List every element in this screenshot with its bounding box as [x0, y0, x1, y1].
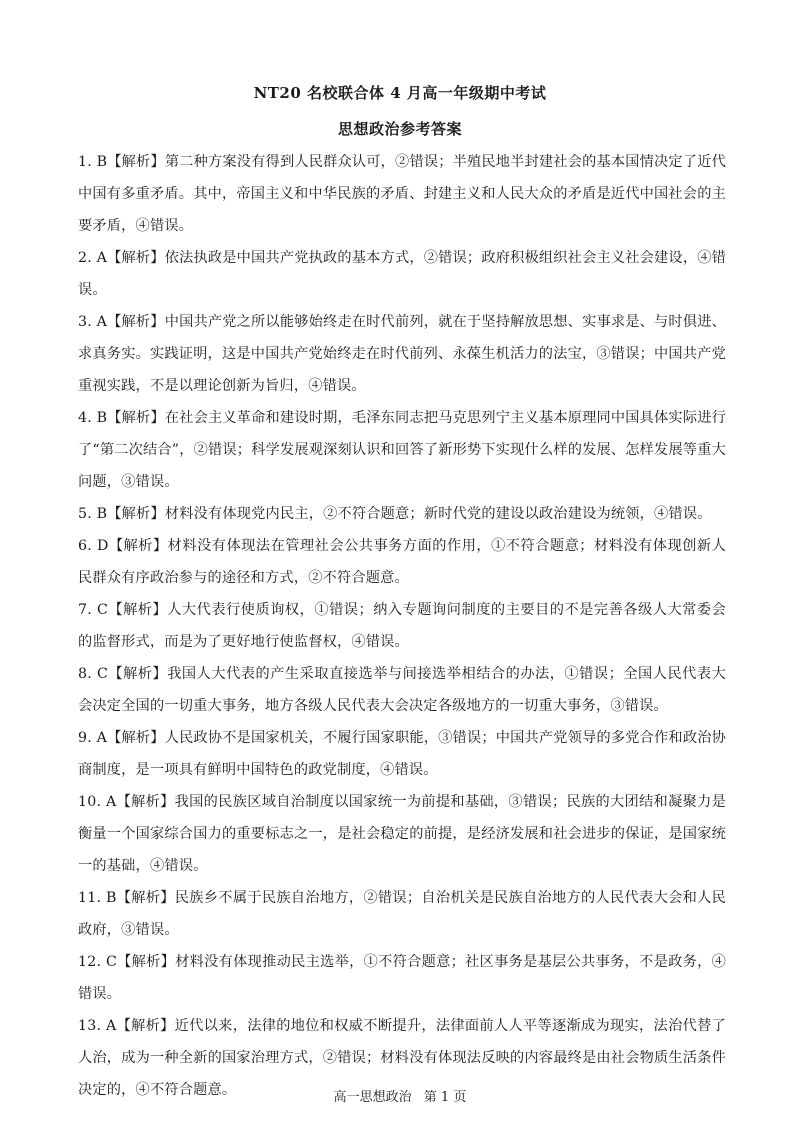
- analysis-tag: 【解析】: [107, 314, 165, 330]
- analysis-tag: 【解析】: [108, 538, 168, 554]
- answer-number: 12. C: [78, 954, 118, 970]
- answer-item-7: [78, 594, 726, 658]
- analysis-text: 人大代表行使质询权，①错误；纳入专题询问制度的主要目的不是完善各级人大常委会的监督形式，而是为了更好地行使监督权，④错误。: [78, 602, 726, 650]
- answer-item-10: [78, 786, 726, 882]
- answer-item-9: [78, 722, 726, 786]
- page-footer: [0, 1086, 800, 1105]
- answer-number: 11. B: [78, 890, 117, 906]
- analysis-tag: 【解析】: [117, 954, 176, 970]
- analysis-text: 近代以来，法律的地位和权威不断提升，法律面前人人平等逐渐成为现实，法治代替了人治，成为一种全新的国家治理方式，②错误；材料没有体现法反映的内容最终是由社会物质生活条件决定的，④不符合题意。: [78, 1018, 726, 1098]
- answer-item-1: [78, 146, 726, 242]
- analysis-tag: 【解析】: [107, 730, 165, 746]
- analysis-tag: 【解析】: [107, 410, 165, 426]
- answer-number: 2. A: [78, 250, 108, 266]
- answer-number: 9. A: [78, 730, 108, 746]
- analysis-tag: 【解析】: [116, 1018, 175, 1034]
- footer-subject: 高一思想政治: [333, 1090, 412, 1105]
- exam-title: NT20 名校联合体 4 月高一年级期中考试: [253, 84, 547, 102]
- answer-item-3: [78, 306, 726, 402]
- analysis-text: 我国的民族区域自治制度以国家统一为前提和基础，③错误；民族的大团结和凝聚力是衡量一个国家综合国力的重要标志之一，是社会稳定的前提，是经济发展和社会进步的保证，是国家统一的基础，④错误。: [78, 794, 726, 874]
- answer-number: 13. A: [78, 1018, 117, 1034]
- analysis-tag: 【解析】: [116, 890, 175, 906]
- analysis-text: 在社会主义革命和建设时期，毛泽东同志把马克思列宁主义基本原理同中国具体实际进行了“第二次结合”，②错误；科学发展观深刻认识和回答了新形势下实现什么样的发展、怎样发展等重大问题，③错误。: [78, 410, 726, 490]
- analysis-tag: 【解析】: [107, 154, 165, 170]
- analysis-text: 依法执政是中国共产党执政的基本方式，②错误；政府积极组织社会主义社会建设，④错误。: [78, 250, 726, 298]
- analysis-tag: 【解析】: [107, 250, 165, 266]
- analysis-tag: 【解析】: [107, 506, 165, 522]
- footer-page-number: 第 1 页: [423, 1090, 467, 1105]
- analysis-text: 人民政协不是国家机关，不履行国家职能，③错误；中国共产党领导的多党合作和政治协商制度，是一项具有鲜明中国特色的政党制度，④错误。: [78, 730, 726, 778]
- answer-key-subtitle: 思想政治参考答案: [337, 120, 462, 138]
- analysis-text: 民族乡不属于民族自治地方，②错误；自治机关是民族自治地方的人民代表大会和人民政府，③错误。: [78, 890, 726, 938]
- analysis-text: 第二种方案没有得到人民群众认可，②错误；半殖民地半封建社会的基本国情决定了近代中国有多重矛盾。其中，帝国主义和中华民族的矛盾、封建主义和人民大众的矛盾是近代中国社会的主要矛盾，④错误。: [78, 154, 726, 234]
- answer-item-6: [78, 530, 726, 594]
- analysis-tag: 【解析】: [108, 666, 168, 682]
- analysis-text: 材料没有体现推动民主选举，①不符合题意；社区事务是基层公共事务，不是政务，④错误。: [78, 954, 726, 1002]
- answer-item-8: [78, 658, 726, 722]
- analysis-text: 材料没有体现法在管理社会公共事务方面的作用，①不符合题意；材料没有体现创新人民群众有序政治参与的途径和方式，②不符合题意。: [78, 538, 726, 586]
- answer-number: 5. B: [78, 506, 108, 522]
- analysis-text: 材料没有体现党内民主，②不符合题意；新时代党的建设以政治建设为统领，④错误。: [164, 506, 712, 522]
- answer-number: 7. C: [78, 602, 109, 618]
- answer-item-4: [78, 402, 726, 498]
- answer-number: 3. A: [78, 314, 108, 330]
- answer-list: [78, 146, 726, 1106]
- answer-number: 8. C: [78, 666, 109, 682]
- answer-item-2: [78, 242, 726, 306]
- analysis-text: 中国共产党之所以能够始终走在时代前列，就在于坚持解放思想、实事求是、与时俱进、求真务实。实践证明，这是中国共产党始终走在时代前列、永葆生机活力的法宝，③错误；中国共产党重视实践，不是以理论创新为旨归，④错误。: [78, 314, 726, 394]
- analysis-tag: 【解析】: [108, 602, 168, 618]
- answer-item-12: [78, 946, 726, 1010]
- analysis-tag: 【解析】: [116, 794, 175, 810]
- answer-item-5: [78, 498, 726, 530]
- answer-number: 1. B: [78, 154, 108, 170]
- answer-number: 4. B: [78, 410, 108, 426]
- answer-number: 6. D: [78, 538, 109, 554]
- answer-item-11: [78, 882, 726, 946]
- answer-number: 10. A: [78, 794, 117, 810]
- analysis-text: 我国人大代表的产生采取直接选举与间接选举相结合的办法，①错误；全国人民代表大会决定全国的一切重大事务，地方各级人民代表大会决定各级地方的一切重大事务，③错误。: [78, 666, 726, 714]
